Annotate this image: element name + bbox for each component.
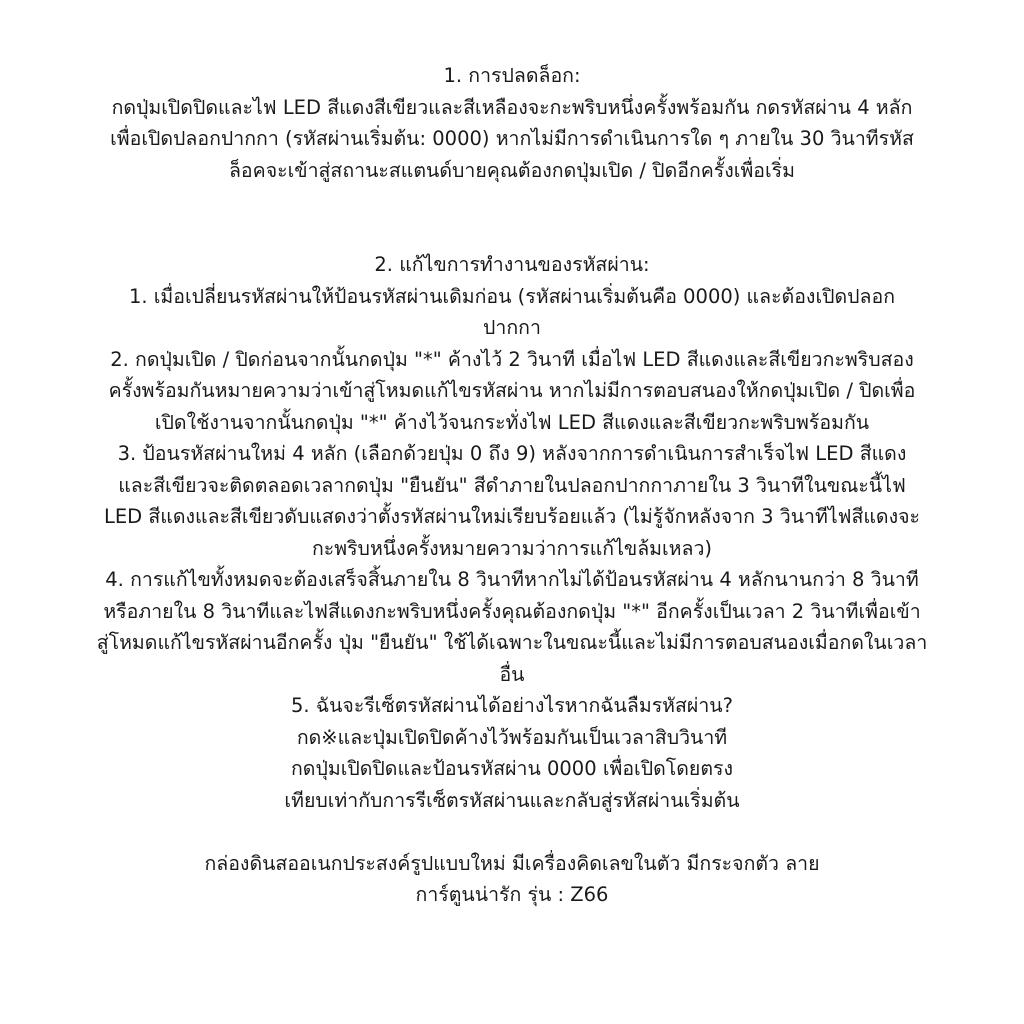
- change-password-line-11: หรือภายใน 8 วินาทีและไฟสีแดงกะพริบหนึ่งครั้งคุณต้องกดปุ่ม "*" อีกครั้งเป็นเวลา 2 วินาทีเพื่อเข้า: [103, 599, 921, 623]
- change-password-line-7: และสีเขียวจะติดตลอดเวลากดปุ่ม "ยืนยัน" สีดำภายในปลอกปากกาภายใน 3 วินาทีในขณะนี้ไฟ: [118, 473, 906, 497]
- product-line-1: กล่องดินสออเนกประสงค์รูปแบบใหม่ มีเครื่องคิดเลขในตัว มีกระจกตัว ลาย: [204, 851, 820, 875]
- reset-line-1: กด※และปุ่มเปิดปิดค้างไว้พร้อมกันเป็นเวลาสิบวินาที: [296, 725, 728, 749]
- change-password-line-10: 4. การแก้ไขทั้งหมดจะต้องเสร็จสิ้นภายใน 8 วินาทีหากไม่ได้ป้อนรหัสผ่าน 4 หลักนานกว่า 8 วินาที: [105, 568, 919, 591]
- change-password-section: [40, 249, 984, 690]
- reset-heading: 5. ฉันจะรีเซ็ตรหัสผ่านได้อย่างไรหากฉันลืมรหัสผ่าน?: [291, 694, 733, 717]
- reset-line-3: เทียบเท่ากับการรีเซ็ตรหัสผ่านและกลับสู่รหัสผ่านเริ่มต้น: [284, 788, 740, 812]
- reset-line-2: กดปุ่มเปิดปิดและป้อนรหัสผ่าน 0000 เพื่อเปิดโดยตรง: [291, 757, 733, 780]
- change-password-line-13: อื่น: [499, 662, 525, 686]
- section-spacer: [40, 186, 984, 249]
- instruction-document: [40, 60, 984, 911]
- reset-section: [40, 690, 984, 816]
- change-password-line-3: 2. กดปุ่มเปิด / ปิดก่อนจากนั้นกดปุ่ม "*" ค้างไว้ 2 วินาที เมื่อไฟ LED สีแดงและสีเขียวกะพริบสอง: [110, 347, 914, 371]
- product-section: [40, 848, 984, 911]
- change-password-line-1: 1. เมื่อเปลี่ยนรหัสผ่านให้ป้อนรหัสผ่านเดิมก่อน (รหัสผ่านเริ่มต้นคือ 0000) และต้องเปิดปลอก: [128, 284, 896, 308]
- change-password-line-4: ครั้งพร้อมกันหมายความว่าเข้าสู่โหมดแก้ไขรหัสผ่าน หากไม่มีการตอบสนองให้กดปุ่มเปิด / ปิดเพื่อ: [108, 379, 916, 402]
- section-spacer: [40, 816, 984, 848]
- change-password-line-6: 3. ป้อนรหัสผ่านใหม่ 4 หลัก (เลือกด้วยปุ่ม 0 ถึง 9) หลังจากการดำเนินการสำเร็จไฟ LED สีแดง: [117, 442, 907, 465]
- change-password-line-8: LED สีแดงและสีเขียวดับแสดงว่าตั้งรหัสผ่านใหม่เรียบร้อยแล้ว (ไม่รู้จักหลังจาก 3 วินาทีไฟสีแดงจะ: [103, 505, 921, 528]
- change-password-heading: 2. แก้ไขการทำงานของรหัสผ่าน:: [374, 253, 650, 276]
- product-line-2: การ์ตูนน่ารัก รุ่น : Z66: [415, 883, 609, 906]
- change-password-line-5: เปิดใช้งานจากนั้นกดปุ่ม "*" ค้างไว้จนกระทั่งไฟ LED สีแดงและสีเขียวกะพริบพร้อมกัน: [154, 410, 870, 434]
- unlock-heading: 1. การปลดล็อก:: [443, 64, 581, 87]
- unlock-section: [40, 60, 984, 186]
- change-password-line-2: ปากกา: [483, 316, 541, 339]
- change-password-line-9: กะพริบหนึ่งครั้งหมายความว่าการแก้ไขล้มเหลว): [311, 536, 713, 560]
- unlock-line-3: ล็อคจะเข้าสู่สถานะสแตนด์บายคุณต้องกดปุ่มเปิด / ปิดอีกครั้งเพื่อเริ่ม: [228, 158, 796, 182]
- change-password-line-12: สู่โหมดแก้ไขรหัสผ่านอีกครั้ง ปุ่ม "ยืนยัน" ใช้ได้เฉพาะในขณะนี้และไม่มีการตอบสนองเมื่อกดในเวลา: [96, 631, 928, 654]
- unlock-line-1: กดปุ่มเปิดปิดและไฟ LED สีแดงสีเขียวและสีเหลืองจะกะพริบหนึ่งครั้งพร้อมกัน กดรหัสผ่าน 4 หลัก: [111, 95, 913, 119]
- unlock-line-2: เพื่อเปิดปลอกปากกา (รหัสผ่านเริ่มต้น: 0000) หากไม่มีการดำเนินการใด ๆ ภายใน 30 วินาทีรหัส: [110, 127, 914, 150]
